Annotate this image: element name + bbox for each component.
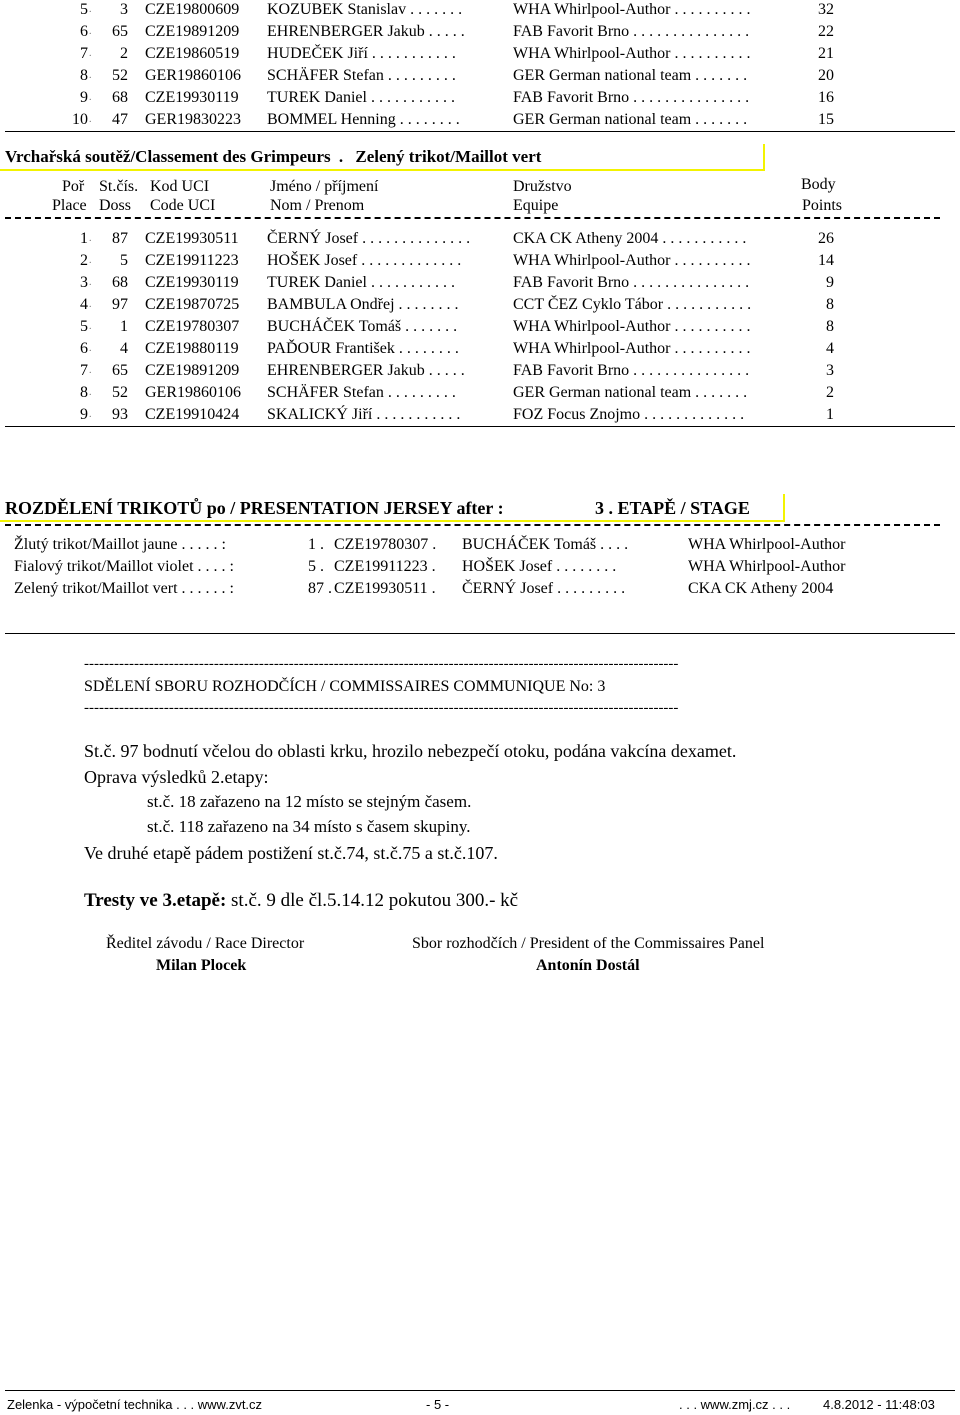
table-row	[0, 110, 960, 132]
uci-code-cell: CZE19870725	[145, 296, 240, 313]
doss-cell: 97	[112, 296, 128, 313]
place-separator: .	[89, 48, 92, 59]
rider-name-cell: SCHÄFER Stefan . . . . . . . . .	[267, 384, 456, 401]
doss-cell: 47	[112, 111, 128, 128]
place-cell: 5	[80, 318, 88, 335]
place-cell: 3	[80, 274, 88, 291]
rider-name-cell: BAMBULA Ondřej . . . . . . . .	[267, 296, 459, 313]
team-cell: GER German national team . . . . . . .	[513, 111, 748, 128]
place-cell: 9	[80, 89, 88, 106]
points-cell: 4	[826, 340, 834, 357]
table-row	[0, 405, 960, 427]
header-doss-cz: St.čís.	[99, 178, 139, 195]
table-row	[0, 66, 960, 88]
table-row	[0, 295, 960, 317]
header-uci-cz: Kod UCI	[150, 178, 210, 195]
points-cell: 2	[826, 384, 834, 401]
header-team-fr: Equipe	[513, 197, 559, 214]
team-cell: WHA Whirlpool-Author . . . . . . . . . .	[513, 45, 751, 62]
doss-cell: 93	[112, 406, 128, 423]
team-cell: FAB Favorit Brno . . . . . . . . . . . . . . .	[513, 274, 750, 291]
communique-line-5: Ve druhé etapě pádem postižení st.č.74, st.č.75 a st.č.107.	[84, 843, 498, 863]
uci-code-cell: GER19860106	[145, 384, 241, 401]
header-place-fr: Place	[52, 197, 87, 214]
points-cell: 32	[818, 1, 834, 18]
table-row	[0, 22, 960, 44]
place-cell: 10	[72, 111, 88, 128]
doss-cell: 5	[120, 252, 128, 269]
place-separator: .	[89, 387, 92, 398]
communique-rule-top: -----------------------------------------------------------------------------------------------------------------------	[84, 656, 679, 672]
doss-cell: 3	[120, 1, 128, 18]
footer-divider	[5, 1390, 955, 1391]
team-cell: WHA Whirlpool-Author . . . . . . . . . .	[513, 252, 751, 269]
uci-code-cell: CZE19891209	[145, 23, 240, 40]
jersey-team: WHA Whirlpool-Author	[688, 558, 846, 575]
jersey-label: Žlutý trikot/Maillot jaune . . . . . :	[14, 536, 226, 553]
place-separator: .	[89, 255, 92, 266]
team-cell: GER German national team . . . . . . .	[513, 67, 748, 84]
footer-left: Zelenka - výpočetní technika . . . www.zvt.cz	[7, 1397, 263, 1412]
uci-code-cell: CZE19880119	[145, 340, 239, 357]
team-cell: CCT ČEZ Cyklo Tábor . . . . . . . . . . .	[513, 296, 752, 313]
table-row	[0, 273, 960, 295]
doss-cell: 87	[112, 230, 128, 247]
jersey-dashed-rule	[5, 524, 940, 526]
team-cell: WHA Whirlpool-Author . . . . . . . . . .	[513, 1, 751, 18]
mountain-title	[5, 147, 541, 167]
place-cell: 6	[80, 340, 88, 357]
jersey-label: Zelený trikot/Maillot vert . . . . . . :	[14, 580, 234, 597]
jersey-label: Fialový trikot/Maillot violet . . . . :	[14, 558, 234, 575]
place-cell: 5	[80, 1, 88, 18]
uci-code-cell: CZE19911223	[145, 252, 239, 269]
team-cell: FOZ Focus Znojmo . . . . . . . . . . . . .	[513, 406, 745, 423]
jersey-row	[0, 579, 960, 601]
jersey-title	[5, 498, 750, 519]
points-cell: 9	[826, 274, 834, 291]
place-separator: .	[89, 343, 92, 354]
uci-code-cell: CZE19800609	[145, 1, 240, 18]
rider-name-cell: SKALICKÝ Jiří . . . . . . . . . . .	[267, 406, 461, 423]
table-row	[0, 0, 960, 22]
table-row	[0, 88, 960, 110]
points-cell: 1	[826, 406, 834, 423]
penalty-line	[84, 890, 518, 912]
points-cell: 15	[818, 111, 834, 128]
jersey-title-left: ROZDĚLENÍ TRIKOTŮ po / PRESENTATION JERSEY after :	[5, 498, 504, 518]
doss-cell: 52	[112, 67, 128, 84]
points-cell: 8	[826, 296, 834, 313]
jersey-row	[0, 557, 960, 579]
jersey-team: CKA CK Atheny 2004	[688, 580, 834, 597]
rider-name-cell: TUREK Daniel . . . . . . . . . . .	[267, 89, 455, 106]
place-cell: 8	[80, 384, 88, 401]
rider-name-cell: BOMMEL Henning . . . . . . . .	[267, 111, 460, 128]
jersey-number: 5 .	[308, 558, 324, 575]
points-cell: 20	[818, 67, 834, 84]
header-pts-cz: Body	[801, 176, 836, 193]
rider-name-cell: HOŠEK Josef . . . . . . . . . . . . .	[267, 252, 462, 269]
jersey-uci-code: CZE19780307 .	[334, 536, 437, 553]
points-cell: 21	[818, 45, 834, 62]
president-name: Antonín Dostál	[536, 957, 640, 974]
uci-code-cell: CZE19891209	[145, 362, 240, 379]
doss-cell: 1	[120, 318, 128, 335]
mountain-title-dot: .	[338, 147, 344, 166]
communique-line-4: st.č. 118 zařazeno na 34 místo s časem skupiny.	[147, 817, 471, 836]
header-name-cz: Jméno / příjmení	[270, 178, 379, 195]
table-row	[0, 361, 960, 383]
header-team-cz: Družstvo	[513, 178, 572, 195]
communique-line-3: st.č. 18 zařazeno na 12 místo se stejným časem.	[147, 792, 472, 811]
jersey-number: 1 .	[308, 536, 324, 553]
footer-page-number: - 5 -	[426, 1397, 450, 1412]
jersey-uci-code: CZE19911223 .	[334, 558, 436, 575]
communique-line-1: St.č. 97 bodnutí včelou do oblasti krku, hrozilo nebezpečí otoku, podána vakcína dexamet.	[84, 741, 737, 761]
table-row	[0, 339, 960, 361]
doss-cell: 68	[112, 274, 128, 291]
mountain-title-right: Zelený trikot/Maillot vert	[355, 147, 542, 166]
place-cell: 7	[80, 362, 88, 379]
doss-cell: 65	[112, 23, 128, 40]
divider	[5, 131, 955, 132]
place-separator: .	[89, 114, 92, 125]
communique-line-2: Oprava výsledků 2.etapy:	[84, 767, 269, 787]
doss-cell: 65	[112, 362, 128, 379]
president-role: Sbor rozhodčích / President of the Commissaires Panel	[412, 935, 765, 952]
team-cell: GER German national team . . . . . . .	[513, 384, 748, 401]
uci-code-cell: CZE19780307	[145, 318, 240, 335]
place-cell: 1	[80, 230, 88, 247]
penalty-label: Tresty ve 3.etapě:	[84, 890, 227, 911]
uci-code-cell: CZE19910424	[145, 406, 240, 423]
rider-name-cell: ČERNÝ Josef . . . . . . . . . . . . . .	[267, 230, 471, 247]
place-cell: 7	[80, 45, 88, 62]
uci-code-cell: CZE19930119	[145, 274, 239, 291]
rider-name-cell: HUDEČEK Jiří . . . . . . . . . . .	[267, 45, 456, 62]
header-doss-fr: Doss	[99, 197, 132, 214]
place-separator: .	[89, 92, 92, 103]
uci-code-cell: CZE19930119	[145, 89, 239, 106]
place-separator: .	[89, 409, 92, 420]
mountain-title-left: Vrchařská soutěž/Classement des Grimpeurs	[5, 147, 331, 166]
jersey-rider-name: HOŠEK Josef . . . . . . . .	[462, 558, 617, 575]
place-separator: .	[89, 26, 92, 37]
footer-timestamp: 4.8.2012 - 11:48:03	[823, 1397, 935, 1412]
jersey-number: 87 .	[308, 580, 332, 597]
table-row	[0, 317, 960, 339]
rider-name-cell: TUREK Daniel . . . . . . . . . . .	[267, 274, 455, 291]
place-separator: .	[89, 4, 92, 15]
points-cell: 22	[818, 23, 834, 40]
director-role: Ředitel závodu / Race Director	[106, 935, 305, 952]
doss-cell: 52	[112, 384, 128, 401]
jersey-row	[0, 535, 960, 557]
doss-cell: 4	[120, 340, 128, 357]
jersey-title-stage: 3 . ETAPĚ / STAGE	[595, 498, 750, 518]
jersey-rider-name: BUCHÁČEK Tomáš . . . .	[462, 536, 629, 553]
jersey-rider-name: ČERNÝ Josef . . . . . . . . .	[462, 580, 626, 597]
team-cell: WHA Whirlpool-Author . . . . . . . . . .	[513, 340, 751, 357]
penalty-text: st.č. 9 dle čl.5.14.12 pokutou 300.- kč	[226, 890, 519, 911]
doss-cell: 2	[120, 45, 128, 62]
table-row	[0, 44, 960, 66]
rider-name-cell: PAĎOUR František . . . . . . . .	[267, 340, 459, 357]
points-cell: 3	[826, 362, 834, 379]
place-separator: .	[89, 70, 92, 81]
table-row	[0, 229, 960, 251]
rider-name-cell: SCHÄFER Stefan . . . . . . . . .	[267, 67, 456, 84]
team-cell: WHA Whirlpool-Author . . . . . . . . . .	[513, 318, 751, 335]
footer-right-site: . . . www.zmj.cz . . .	[679, 1397, 791, 1412]
rider-name-cell: EHRENBERGER Jakub . . . . .	[267, 23, 465, 40]
points-cell: 8	[826, 318, 834, 335]
communique-rule-bottom: -----------------------------------------------------------------------------------------------------------------------	[84, 700, 679, 716]
header-place-cz: Poř	[62, 178, 85, 195]
table-row	[0, 383, 960, 405]
uci-code-cell: CZE19860519	[145, 45, 240, 62]
divider	[5, 426, 955, 427]
header-name-fr: Nom / Prenom	[270, 197, 365, 214]
team-cell: CKA CK Atheny 2004 . . . . . . . . . . .	[513, 230, 747, 247]
rider-name-cell: BUCHÁČEK Tomáš . . . . . . .	[267, 318, 458, 335]
uci-code-cell: CZE19930511	[145, 230, 239, 247]
team-cell: FAB Favorit Brno . . . . . . . . . . . . . . .	[513, 23, 750, 40]
header-dashed-rule	[5, 217, 940, 219]
director-name: Milan Plocek	[156, 957, 247, 974]
team-cell: FAB Favorit Brno . . . . . . . . . . . . . . .	[513, 89, 750, 106]
place-separator: .	[89, 233, 92, 244]
header-pts-fr: Points	[802, 197, 843, 214]
place-cell: 8	[80, 67, 88, 84]
rider-name-cell: EHRENBERGER Jakub . . . . .	[267, 362, 465, 379]
place-cell: 6	[80, 23, 88, 40]
jersey-uci-code: CZE19930511 .	[334, 580, 436, 597]
header-uci-fr: Code UCI	[150, 197, 216, 214]
jersey-team: WHA Whirlpool-Author	[688, 536, 846, 553]
divider	[5, 633, 955, 634]
place-cell: 2	[80, 252, 88, 269]
place-separator: .	[89, 299, 92, 310]
team-cell: FAB Favorit Brno . . . . . . . . . . . . . . .	[513, 362, 750, 379]
place-cell: 4	[80, 296, 88, 313]
place-separator: .	[89, 321, 92, 332]
uci-code-cell: GER19860106	[145, 67, 241, 84]
communique-title: SDĚLENÍ SBORU ROZHODČÍCH / COMMISSAIRES COMMUNIQUE No: 3	[84, 678, 606, 695]
points-cell: 14	[818, 252, 834, 269]
place-separator: .	[89, 277, 92, 288]
doss-cell: 68	[112, 89, 128, 106]
rider-name-cell: KOZUBEK Stanislav . . . . . . .	[267, 1, 463, 18]
place-separator: .	[89, 365, 92, 376]
uci-code-cell: GER19830223	[145, 111, 241, 128]
place-cell: 9	[80, 406, 88, 423]
points-cell: 26	[818, 230, 834, 247]
points-cell: 16	[818, 89, 834, 106]
table-row	[0, 251, 960, 273]
